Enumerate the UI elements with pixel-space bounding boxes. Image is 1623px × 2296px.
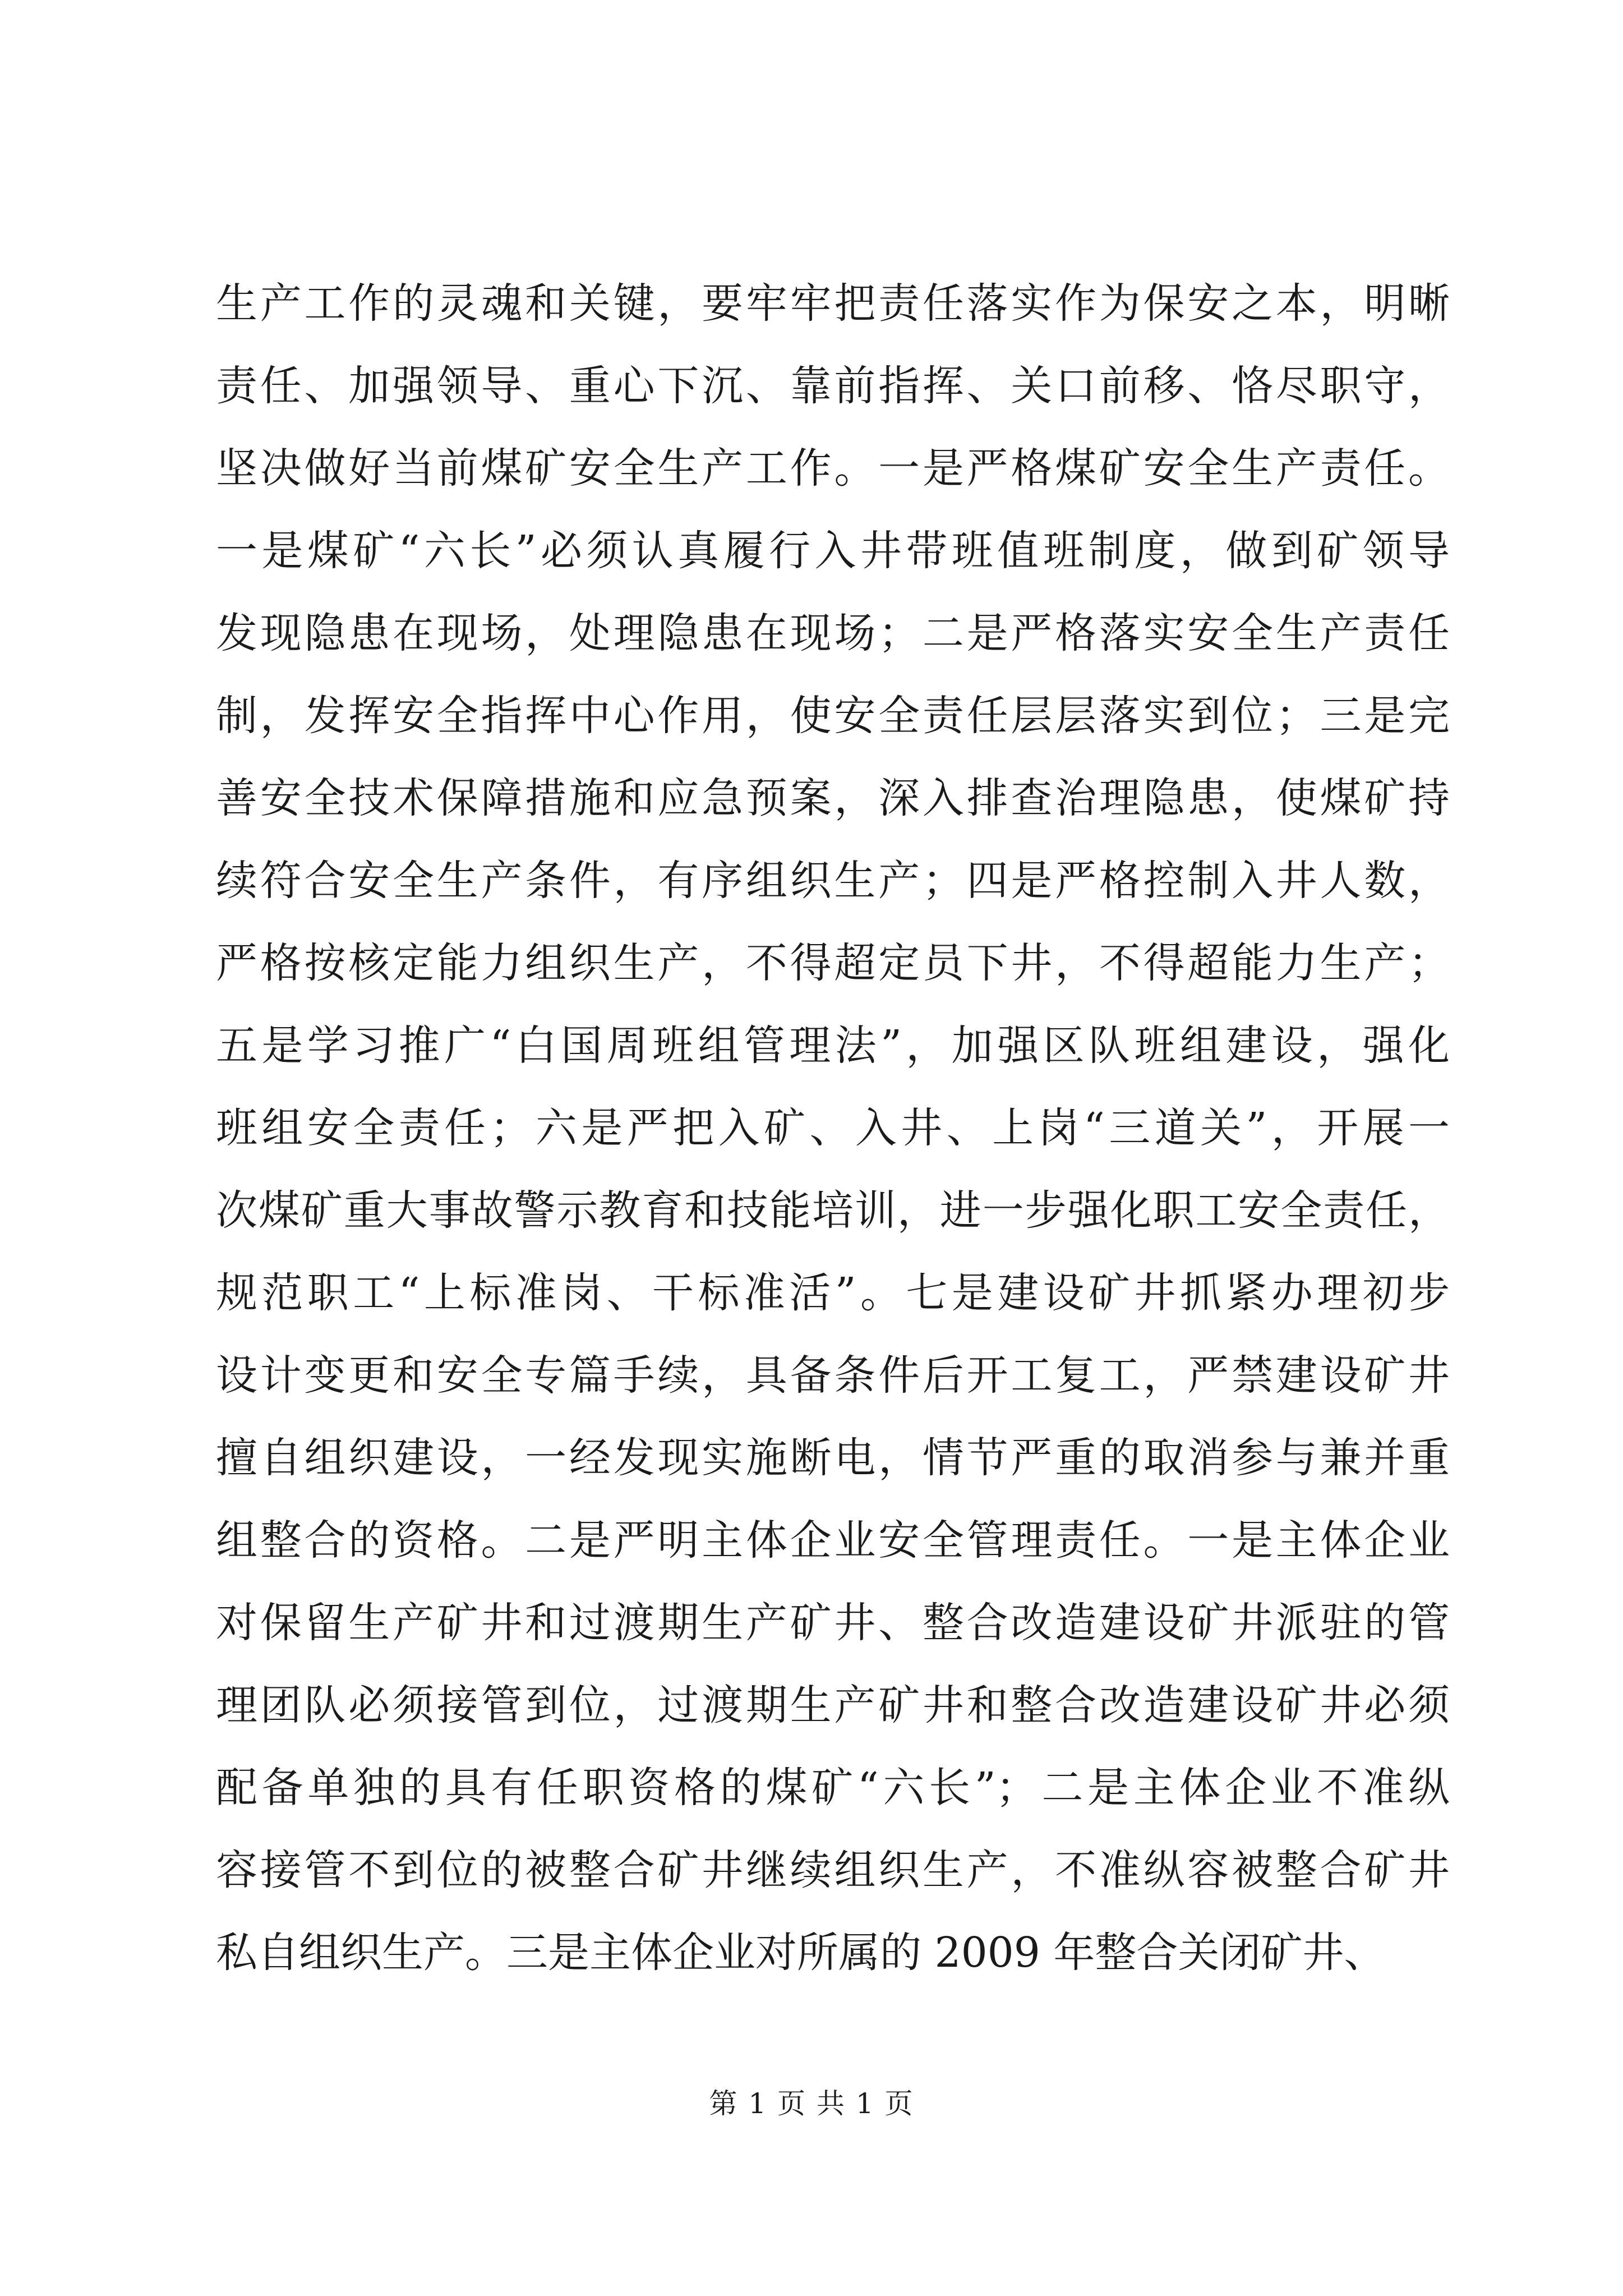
page-footer: 第 1 页 共 1 页: [709, 2087, 914, 2120]
body-text: [216, 263, 1450, 1994]
text-line: 发现隐患在现场，处理隐患在现场；二是严格落实安全生产责任: [216, 609, 1450, 657]
text-line: 容接管不到位的被整合矿井继续组织生产，不准纵容被整合矿井: [216, 1846, 1450, 1894]
text-line: 续符合安全生产条件，有序组织生产；四是严格控制入井人数，: [216, 857, 1450, 905]
text-line: 一是煤矿“六长”必须认真履行入井带班值班制度，做到矿领导: [216, 527, 1450, 575]
text-line: 坚决做好当前煤矿安全生产工作。一是严格煤矿安全生产责任。: [216, 444, 1450, 493]
text-line: 次煤矿重大事故警示教育和技能培训，进一步强化职工安全责任，: [216, 1186, 1450, 1235]
text-line: 组整合的资格。二是严明主体企业安全管理责任。一是主体企业: [216, 1516, 1450, 1565]
text-line: 配备单独的具有任职资格的煤矿“六长”；二是主体企业不准纵: [216, 1764, 1450, 1812]
text-line: 班组安全责任；六是严把入矿、入井、上岗“三道关”，开展一: [216, 1104, 1450, 1152]
text-line: 对保留生产矿井和过渡期生产矿井、整合改造建设矿井派驻的管: [216, 1599, 1450, 1647]
text-line: 制，发挥安全指挥中心作用，使安全责任层层落实到位；三是完: [216, 692, 1450, 740]
text-line: 生产工作的灵魂和关键，要牢牢把责任落实作为保安之本，明晰: [216, 279, 1450, 328]
text-line: 私自组织生产。三是主体企业对所属的 2009 年整合关闭矿井、: [216, 1929, 1386, 1977]
text-line: 责任、加强领导、重心下沉、靠前指挥、关口前移、恪尽职守，: [216, 362, 1450, 410]
text-line: 理团队必须接管到位，过渡期生产矿井和整合改造建设矿井必须: [216, 1681, 1450, 1729]
text-line: 设计变更和安全专篇手续，具备条件后开工复工，严禁建设矿井: [216, 1351, 1450, 1400]
text-line: 善安全技术保障措施和应急预案，深入排查治理隐患，使煤矿持: [216, 774, 1450, 822]
text-line: 严格按核定能力组织生产，不得超定员下井，不得超能力生产；: [216, 939, 1450, 987]
text-line: 擅自组织建设，一经发现实施断电，情节严重的取消参与兼并重: [216, 1434, 1450, 1482]
text-line: 规范职工“上标准岗、干标准活”。七是建设矿井抓紧办理初步: [216, 1269, 1450, 1317]
text-line: 五是学习推广“白国周班组管理法”，加强区队班组建设，强化: [216, 1022, 1450, 1070]
